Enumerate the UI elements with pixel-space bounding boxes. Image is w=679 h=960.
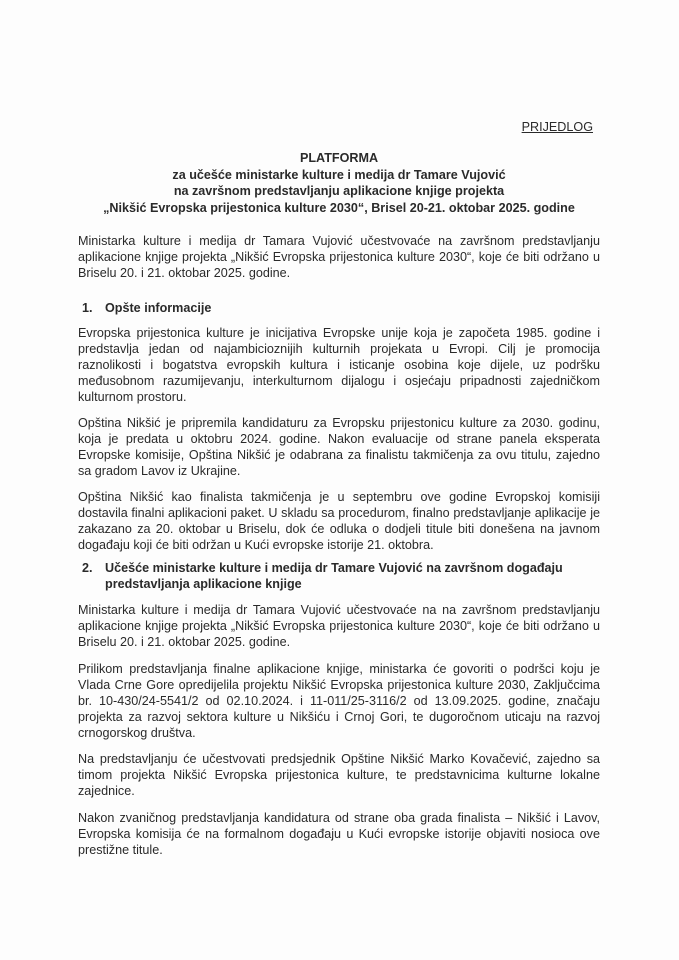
paragraph: Evropska prijestonica kulture je inicijativa Evropske unije koja je započeta 1985. godine i predstavlja jedan od najambicioznijih kulturnih projekata u Evropi. Cilj je promocija raznolikosti i bogatstva evropskih kultura i isticanje osobina koje dijele, uz podršku međusobnom razumijevanju, interkulturnom dijalogu i osjećaju pripadnosti zajedničkom kulturnom prostoru. [78,326,600,404]
paragraph: Nakon zvaničnog predstavljanja kandidatura od strane oba grada finalista – Nikšić i Lavov, Evropska komisija će na formalnom događaju u Kući evropske istorije objaviti nosioca ove prestižne titule. [78,811,600,857]
section-heading-text: Učešće ministarke kulture i medija dr Tamare Vujović na završnom događaju predstavljanja aplikacione knjige [105,561,563,591]
paragraph: Prilikom predstavljanja finalne aplikacione knjige, ministarka će govoriti o podršci koju je Vlada Crne Gore opredijelila projektu Nikšić Evropska prijestonica kulture 2030, Zaključcima br. 10-430/24-5541/2 od 02.10.2024. i 11-011/25-3116/2 od 13.09.2025. godine, značaju projekta za razvoj sektora kulture u Nikšiću i Crnoj Gori, te dugoročnom uticaju na razvoj crnogorskog društva. [78,662,600,740]
section-number: 2. [82,561,93,575]
title-line: na završnom predstavljanju aplikacione knjige projekta [173,184,505,198]
document-title [60,150,618,216]
paragraph: Ministarka kulture i medija dr Tamara Vujović učestvovaće na na završnom predstavljanju aplikacione knjige projekta „Nikšić Evropska prijestonica kulture 2030“, koje će biti održano u Briselu 20. i 21. oktobar 2025. godine. [78,603,600,649]
paragraph: Opština Nikšić je pripremila kandidaturu za Evropsku prijestonicu kulture za 2030. godinu, koja je predata u oktobru 2024. godine. Nakon evaluacije od strane panela eksperata Evropske komisije, Opština Nikšić je odabrana za finalistu takmičenja za ovu titulu, zajedno sa gradom Lavov iz Ukrajine. [78,416,600,478]
title-line: za učešće ministarke kulture i medija dr Tamare Vujović [172,167,506,182]
section-heading [82,300,600,316]
title-line: „Nikšić Evropska prijestonica kulture 2030“, Brisel 20-21. oktobar 2025. godine [103,200,575,215]
paragraph: Opština Nikšić kao finalista takmičenja je u septembru ove godine Evropskoj komisiji dostavila finalni aplikacioni paket. U skladu sa procedurom, finalno predstavljanje aplikacije je zakazano za 20. oktobar u Briselu, dok će odluka o dodjeli titule biti donešena na javnom događaju koji će biti održan u Kući evropske istorije 21. oktobra. [78,490,600,552]
draft-label: PRIJEDLOG [521,120,593,134]
title-line: PLATFORMA [299,151,379,165]
section-heading [82,560,600,592]
paragraph: Na predstavljanju će učestvovati predsjednik Opštine Nikšić Marko Kovačević, zajedno sa timom projekta Nikšić Evropska prijestonica kulture, te predstavnicima kulturne lokalne zajednice. [78,752,600,798]
section-heading-text: Opšte informacije [105,301,212,315]
intro-paragraph: Ministarka kulture i medija dr Tamara Vujović učestvovaće na završnom predstavljanju aplikacione knjige projekta „Nikšić Evropska prijestonica kulture 2030“, koje će biti održano u Briselu 20. i 21. oktobar 2025. godine. [78,234,600,280]
section-number: 1. [82,301,93,315]
